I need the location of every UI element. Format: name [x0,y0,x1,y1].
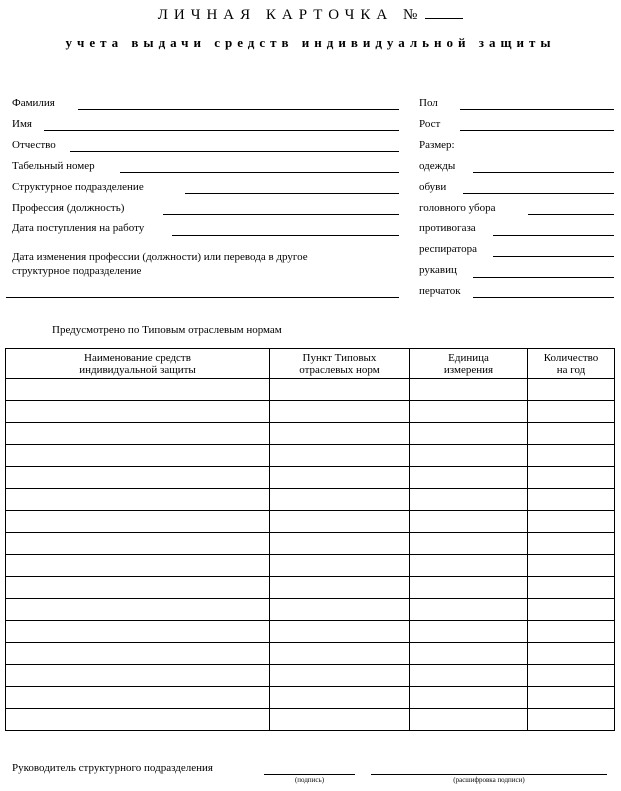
head-of-department-label: Руководитель структурного подразделения [12,762,213,774]
cell-norm-item[interactable] [270,555,410,577]
mittens-size-field[interactable] [473,277,614,278]
headwear-size-field[interactable] [528,214,614,215]
card-title-text: ЛИЧНАЯ КАРТОЧКА № [157,7,424,23]
signature-decoding-field[interactable] [371,774,607,775]
col-header-quantity [528,349,615,379]
gas-mask-size-field[interactable] [493,235,614,236]
patronymic-field[interactable] [70,151,399,152]
cell-norm-item[interactable] [270,599,410,621]
cell-unit[interactable] [410,643,528,665]
table-row [6,401,615,423]
cell-unit[interactable] [410,401,528,423]
cell-unit[interactable] [410,687,528,709]
col-header-quantity-line1: Количество [543,351,599,364]
cell-ppe-name[interactable] [6,709,270,731]
cell-unit[interactable] [410,445,528,467]
cell-unit[interactable] [410,467,528,489]
clothes-size-label: одежды [419,160,456,172]
cell-ppe-name[interactable] [6,423,270,445]
cell-unit[interactable] [410,533,528,555]
cell-norm-item[interactable] [270,709,410,731]
cell-norm-item[interactable] [270,379,410,401]
signature-caption: (подпись) [294,776,325,784]
table-row [6,379,615,401]
col-header-quantity-line2: на год [556,363,586,376]
gas-mask-size-label: противогаза [419,222,476,234]
cell-unit[interactable] [410,709,528,731]
card-number-field[interactable] [425,6,463,19]
cell-quantity[interactable] [528,445,615,467]
cell-quantity[interactable] [528,643,615,665]
cell-norm-item[interactable] [270,533,410,555]
cell-unit[interactable] [410,379,528,401]
cell-quantity[interactable] [528,489,615,511]
table-row [6,577,615,599]
cell-quantity[interactable] [528,511,615,533]
patronymic-label: Отчество [12,139,56,151]
col-header-unit-line2: измерения [443,363,494,376]
cell-quantity[interactable] [528,379,615,401]
change-date-label-line2: структурное подразделение [12,265,142,277]
height-field[interactable] [460,130,614,131]
clothes-size-field[interactable] [473,172,614,173]
cell-unit[interactable] [410,599,528,621]
profession-label: Профессия (должность) [12,202,125,214]
shoes-size-field[interactable] [463,193,614,194]
respirator-size-field[interactable] [493,256,614,257]
cell-quantity[interactable] [528,533,615,555]
mittens-size-label: рукавиц [419,264,457,276]
cell-norm-item[interactable] [270,401,410,423]
cell-norm-item[interactable] [270,511,410,533]
table-row [6,643,615,665]
cell-ppe-name[interactable] [6,577,270,599]
size-label: Размер: [419,139,455,151]
col-header-norm-item-line1: Пункт Типовых [302,351,377,364]
table-body [6,379,615,731]
table-row [6,533,615,555]
cell-ppe-name[interactable] [6,511,270,533]
cell-ppe-name[interactable] [6,445,270,467]
cell-unit[interactable] [410,511,528,533]
table-row [6,489,615,511]
col-header-ppe-name [6,349,270,379]
col-header-unit-line1: Единица [448,351,489,364]
profession-field[interactable] [163,214,399,215]
department-label: Структурное подразделение [12,181,144,193]
cell-ppe-name[interactable] [6,599,270,621]
cell-unit[interactable] [410,665,528,687]
col-header-norm-item [270,349,410,379]
shoes-size-label: обуви [419,181,447,193]
signature-field[interactable] [264,774,355,775]
cell-norm-item[interactable] [270,423,410,445]
change-date-field[interactable] [6,297,399,298]
cell-quantity[interactable] [528,687,615,709]
signature-decoding-caption: (расшифровка подписи) [453,776,525,784]
col-header-ppe-name-line2: индивидуальной защиты [79,363,196,376]
hire-date-label: Дата поступления на работу [12,222,145,234]
cell-norm-item[interactable] [270,445,410,467]
table-header-row [6,349,615,379]
cell-quantity[interactable] [528,599,615,621]
norms-caption: Предусмотрено по Типовым отраслевым нормам [52,324,282,336]
name-field[interactable] [44,130,399,131]
height-label: Рост [419,118,441,130]
card-subtitle: учета выдачи средств индивидуальной защиты [65,35,556,50]
surname-field[interactable] [78,109,399,110]
cell-ppe-name[interactable] [6,533,270,555]
cell-quantity[interactable] [528,665,615,687]
cell-unit[interactable] [410,555,528,577]
cell-norm-item[interactable] [270,577,410,599]
table-row [6,709,615,731]
cell-ppe-name[interactable] [6,467,270,489]
cell-ppe-name[interactable] [6,379,270,401]
cell-quantity[interactable] [528,423,615,445]
table-row [6,621,615,643]
cell-quantity[interactable] [528,621,615,643]
cell-norm-item[interactable] [270,643,410,665]
cell-norm-item[interactable] [270,489,410,511]
table-row [6,423,615,445]
table-row [6,599,615,621]
cell-norm-item[interactable] [270,621,410,643]
hire-date-field[interactable] [172,235,399,236]
table-row [6,687,615,709]
table-row [6,665,615,687]
cell-unit[interactable] [410,489,528,511]
personnel-number-label: Табельный номер [12,160,95,172]
col-header-unit [410,349,528,379]
personnel-number-field[interactable] [120,172,399,173]
cell-ppe-name[interactable] [6,665,270,687]
cell-quantity[interactable] [528,555,615,577]
sex-label: Пол [419,97,438,109]
cell-unit[interactable] [410,621,528,643]
cell-quantity[interactable] [528,467,615,489]
gloves-size-label: перчаток [419,285,461,297]
table-row [6,445,615,467]
cell-unit[interactable] [410,577,528,599]
cell-quantity[interactable] [528,577,615,599]
cell-norm-item[interactable] [270,665,410,687]
col-header-ppe-name-line1: Наименование средств [84,351,191,364]
cell-ppe-name[interactable] [6,687,270,709]
cell-unit[interactable] [410,423,528,445]
cell-quantity[interactable] [528,709,615,731]
sex-field[interactable] [460,109,614,110]
change-date-label-line1: Дата изменения профессии (должности) или перевода в другое [12,251,308,263]
table-row [6,467,615,489]
table-row [6,555,615,577]
cell-norm-item[interactable] [270,467,410,489]
gloves-size-field[interactable] [473,297,614,298]
surname-label: Фамилия [12,97,55,109]
cell-ppe-name[interactable] [6,401,270,423]
headwear-size-label: головного убора [419,202,496,214]
cell-ppe-name[interactable] [6,555,270,577]
cell-ppe-name[interactable] [6,621,270,643]
card-title [0,6,621,24]
cell-ppe-name[interactable] [6,489,270,511]
ppe-table [5,348,615,731]
cell-ppe-name[interactable] [6,643,270,665]
department-field[interactable] [185,193,399,194]
respirator-size-label: респиратора [419,243,477,255]
table-row [6,511,615,533]
name-label: Имя [12,118,32,130]
col-header-norm-item-line2: отраслевых норм [299,363,380,376]
cell-quantity[interactable] [528,401,615,423]
cell-norm-item[interactable] [270,687,410,709]
